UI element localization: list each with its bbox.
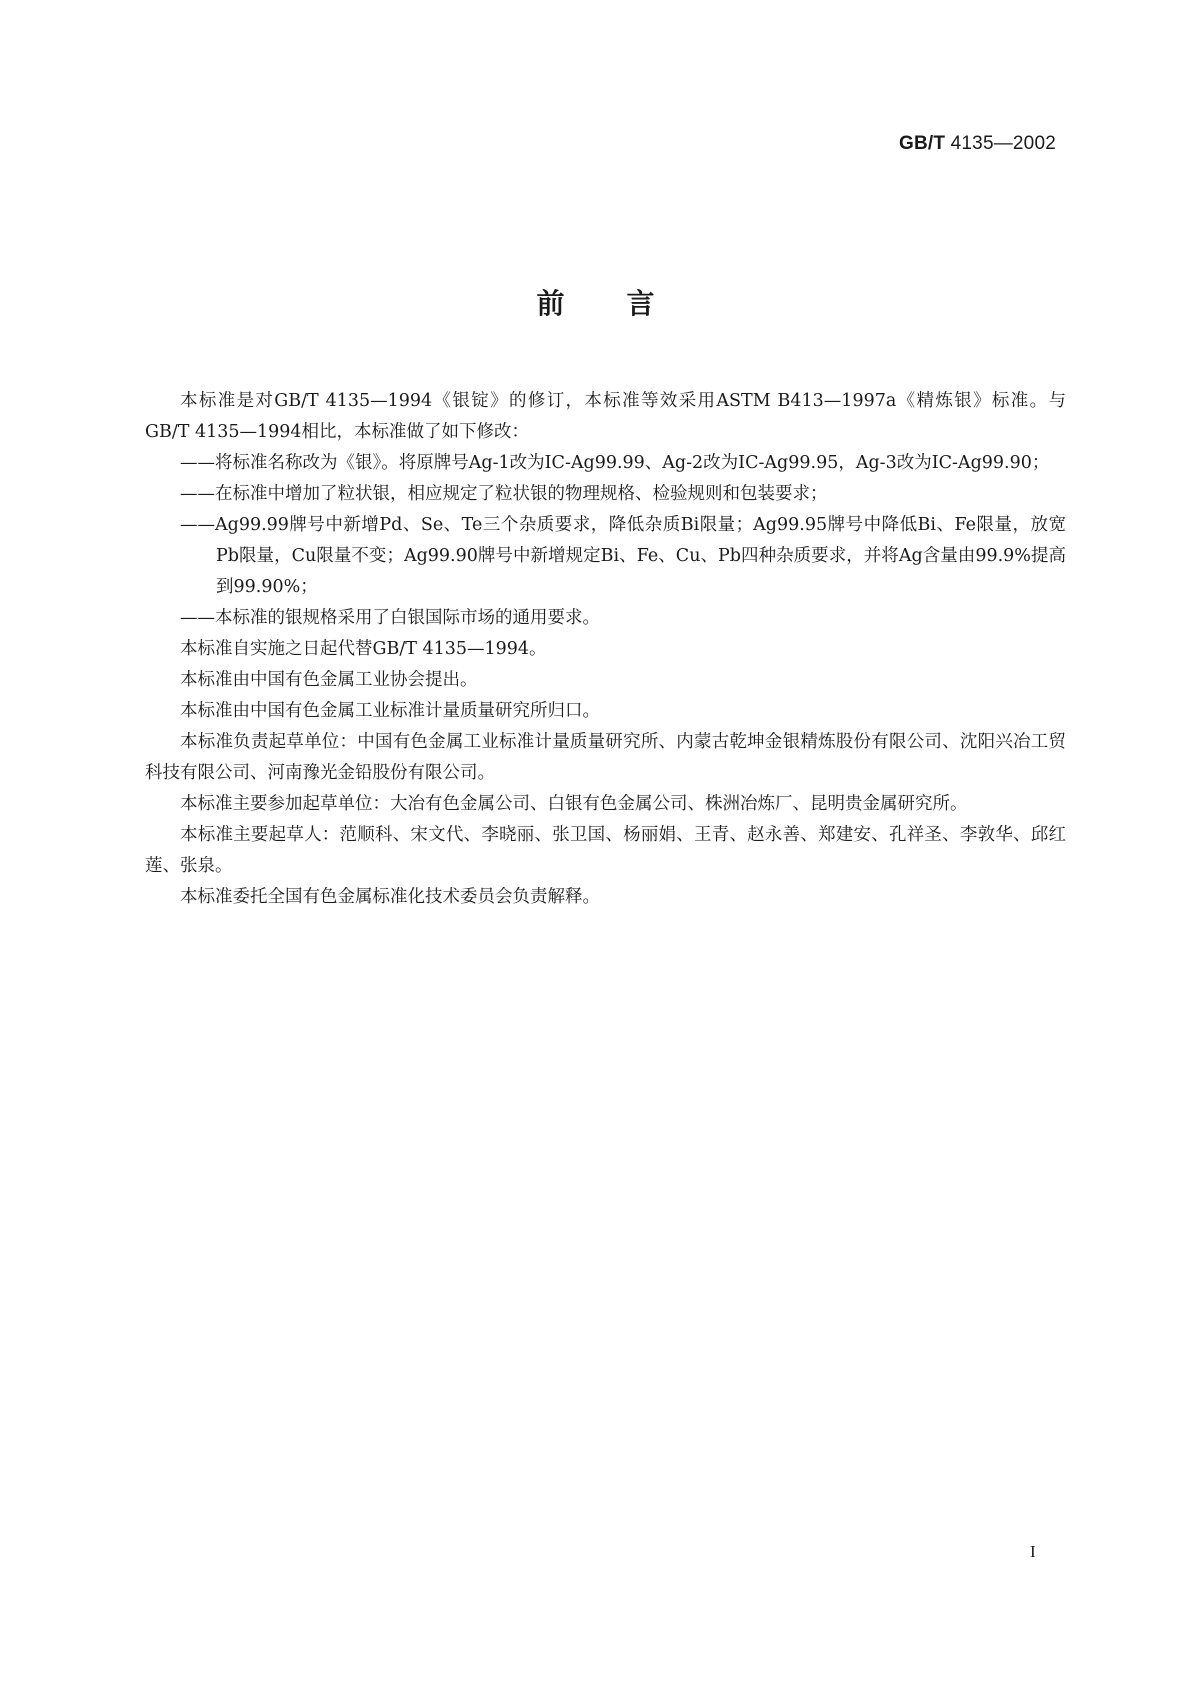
paragraph-drafting-units: 本标准负责起草单位：中国有色金属工业标准计量质量研究所、内蒙古乾坤金银精炼股份有限公司、沈阳兴冶工贸科技有限公司、河南豫光金铅股份有限公司。 xyxy=(145,732,1066,783)
foreword-body xyxy=(145,386,1066,913)
paragraph-drafters: 本标准主要起草人：范顺科、宋文代、李晓丽、张卫国、杨丽娟、王青、赵永善、郑建安、孔祥圣、李敦华、邱红莲、张泉。 xyxy=(145,825,1066,876)
page-number: I xyxy=(1030,1542,1036,1561)
paragraph-intro: 本标准是对GB/T 4135—1994《银锭》的修订，本标准等效采用ASTM B413—1997a《精炼银》标准。与GB/T 4135—1994相比，本标准做了如下修改： xyxy=(145,391,1066,442)
paragraph-proposed-by: 本标准由中国有色金属工业协会提出。 xyxy=(180,670,478,690)
list-item-impurities: ——Ag99.99牌号中新增Pd、Se、Te三个杂质要求，降低杂质Bi限量；Ag99.95牌号中降低Bi、Fe限量，放宽Pb限量，Cu限量不变；Ag99.90牌号中新增规定Bi、Fe、Cu、Pb四种杂质要求，并将Ag含量由99.9%提高到99.90%； xyxy=(180,515,1066,597)
list-item-rename: ——将标准名称改为《银》。将原牌号Ag-1改为IC-Ag99.99、Ag-2改为IC-Ag99.95，Ag-3改为IC-Ag99.90； xyxy=(180,453,1050,473)
paragraph-centralized-by: 本标准由中国有色金属工业标准计量质量研究所归口。 xyxy=(180,701,600,721)
standard-code-number: 4135—2002 xyxy=(945,133,1056,154)
standard-code xyxy=(899,133,1056,155)
paragraph-replaces: 本标准自实施之日起代替GB/T 4135—1994。 xyxy=(180,639,547,659)
paragraph-interpretation: 本标准委托全国有色金属标准化技术委员会负责解释。 xyxy=(180,887,600,907)
page-title: 前言 xyxy=(536,287,717,320)
paragraph-participating-units: 本标准主要参加起草单位：大冶有色金属公司、白银有色金属公司、株洲冶炼厂、昆明贵金属研究所。 xyxy=(180,794,968,814)
list-item-granular-silver: ——在标准中增加了粒状银，相应规定了粒状银的物理规格、检验规则和包装要求； xyxy=(180,484,828,504)
standard-code-prefix: GB/T xyxy=(898,133,946,154)
list-item-market-spec: ——本标准的银规格采用了白银国际市场的通用要求。 xyxy=(180,608,600,628)
